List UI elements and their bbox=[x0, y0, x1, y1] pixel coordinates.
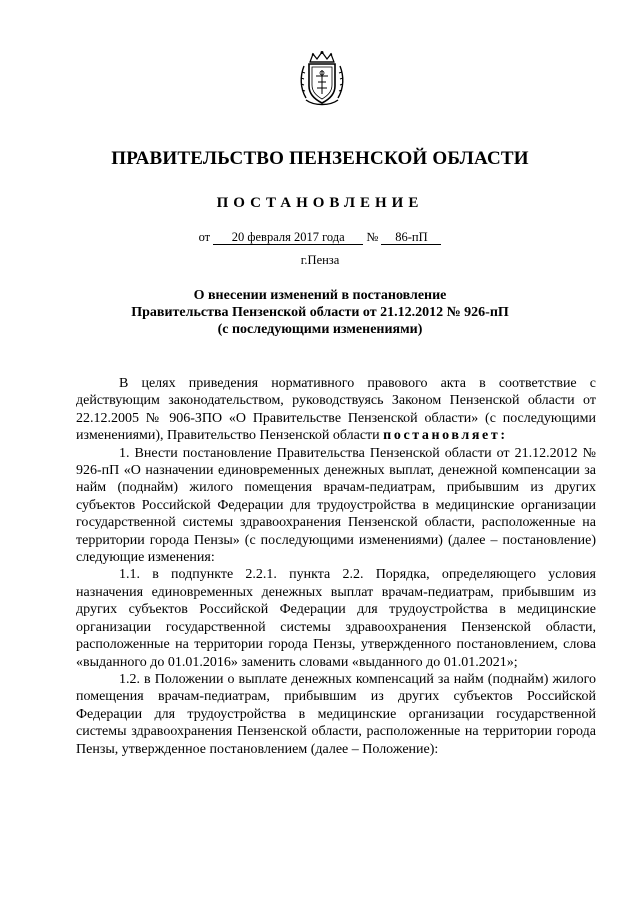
organization-title: ПРАВИТЕЛЬСТВО ПЕНЗЕНСКОЙ ОБЛАСТИ bbox=[111, 148, 529, 169]
item-1-1-paragraph: 1.1. в подпункте 2.2.1. пункта 2.2. Порядка, определяющего условия назначения единовременных денежных выплат врачам-педиатрам, прибывшим из других субъектов Российской Федерации для трудоустройства в медицинские организации государственной системы здравоохранения Пензенской области, расположенные на территории города Пензы, утвержденного постановлением, слова «выданного до 01.01.2016» заменить словами «выданного до 01.01.2021»; bbox=[76, 567, 596, 670]
intro-paragraph bbox=[76, 375, 596, 445]
item-1-paragraph: 1. Внести постановление Правительства Пензенской области от 21.12.2012 № 926-пП «О назначении единовременных денежных выплат, денежной компенсации за найм (поднайм) жилого помещения врачам-педиатрам, прибывшим из других субъектов Российской Федерации для трудоустройства в медицинские организации государственной системы здравоохранения Пензенской области, расположенные на территории города Пензы» (с последующими изменениями) (далее – постановление) следующие изменения: bbox=[76, 445, 596, 566]
subject-line-2: Правительства Пензенской области от 21.12.2012 № 926-пП bbox=[131, 305, 509, 320]
intro-text: В целях приведения нормативного правового акта в соответствие с действующим законодательством, руководствуясь Законом Пензенской области от 22.12.2005 № 906-ЗПО «О Правительстве Пензенской области» (с последующими изменениями), Правительство Пензенской области bbox=[76, 376, 596, 444]
subject-line-1: О внесении изменений в постановление bbox=[193, 288, 447, 303]
item-1-2-paragraph: 1.2. в Положении о выплате денежных компенсаций за найм (поднайм) жилого помещения врачам-педиатрам, прибывшим из других субъектов Российской Федерации для трудоустройства в медицинские организации государственной системы здравоохранения Пензенской области, расположенные на территории города Пензы, утвержденное постановлением (далее – Положение): bbox=[76, 671, 596, 757]
coat-of-arms-emblem bbox=[298, 50, 346, 108]
document-number: 86-пП bbox=[381, 230, 441, 245]
resolves-word: постановляет: bbox=[383, 428, 508, 444]
document-type-heading: ПОСТАНОВЛЕНИЕ bbox=[216, 195, 424, 211]
subject-line-3: (с последующими изменениями) bbox=[217, 322, 423, 337]
document-subject bbox=[0, 287, 640, 338]
date-number-line bbox=[0, 230, 640, 245]
document-body bbox=[76, 375, 596, 758]
document-date: 20 февраля 2017 года bbox=[213, 230, 363, 245]
date-prefix: от bbox=[198, 230, 211, 244]
number-prefix: № bbox=[366, 230, 379, 244]
city-name: г.Пенза bbox=[300, 253, 340, 267]
